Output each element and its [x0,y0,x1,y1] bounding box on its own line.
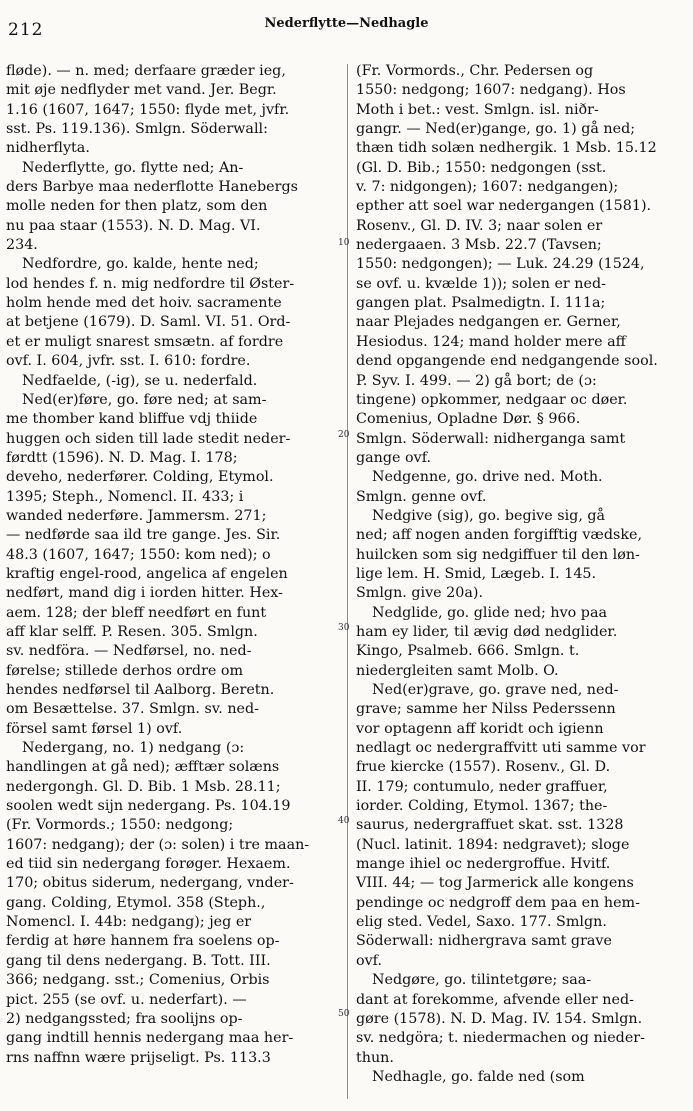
text-line: 366; nedgang. sst.; Comenius, Orbis [6,972,270,989]
left-column [6,62,336,1102]
line-number: 30 [338,623,350,633]
text-line: ferdig at høre hannem fra soelens op- [6,933,280,950]
text-line: naar Plejades nedgangen er. Gerner, [356,314,621,331]
text-line: nedergaaen. 3 Msb. 22.7 (Tavsen; [356,237,602,254]
text-line: VIII. 44; — tog Jarmerick alle kongens [356,875,634,892]
text-line: molle neden for then platz, som den [6,198,268,215]
text-line: aff klar selff. P. Resen. 305. Smlgn. [6,623,258,640]
text-line: 1550: nedgongen); — Luk. 24.29 (1524, [356,256,645,273]
text-line: tingene) opkommer, nedgaar oc døer. [356,391,628,408]
text-line: et er muligt snarest smsætn. af fordre [6,333,284,350]
text-line: mange ihiel oc nedergroffue. Hvitf. [356,856,611,873]
text-line: Ned(er)grave, go. grave ned, ned- [372,682,619,698]
text-line: 1607: nedgang); der (ɔ: solen) i tre maan- [6,836,310,853]
text-line: Nedhagle, go. falde ned (som [372,1068,585,1085]
text-line: 1.16 (1607, 1647; 1550: flyde met, jvfr. [6,101,290,118]
text-line: aem. 128; der bleff needført en funt [6,604,267,621]
text-line: sst. Ps. 119.136). Smlgn. Söderwall: [6,121,268,138]
text-line: nu paa staar (1553). N. D. Mag. VI. [6,217,261,234]
text-line: sv. nedföra. — Nedførsel, no. ned- [6,643,252,660]
text-line: gøre (1578). N. D. Mag. IV. 154. Smlgn. [356,1010,643,1027]
text-line: — nedførde saa ild tre gange. Jes. Sir. [6,527,281,544]
text-line: (Fr. Vormords.; 1550: nedgong; [6,817,234,834]
text-line: ham ey lider, til ævig død nedglider. [356,623,618,640]
text-line: Nederflytte, go. flytte ned; An- [22,159,244,176]
text-line: at betjene (1679). D. Saml. VI. 51. Ord- [6,314,291,331]
column-divider [347,64,348,1099]
text-line: lige lem. H. Smid, Lægeb. I. 145. [356,565,597,582]
text-line: Nomencl. I. 44b: nedgang); jeg er [6,914,252,931]
text-line: førelse; stillede derhos ordre om [6,662,244,679]
text-line: frue kiercke (1557). Rosenv., Gl. D. [356,759,611,776]
text-line: saurus, nedergraffuet skat. sst. 1328 [356,817,624,834]
text-line: wanded nederføre. Jammersm. 271; [6,507,267,524]
text-line: försel samt førsel 1) ovf. [6,720,183,737]
text-line: epther att soel war nedergangen (1581). [356,198,652,215]
text-line: sv. nedgöra; t. niedermachen og nieder- [356,1030,645,1047]
text-line: hendes nedførsel til Aalborg. Beretn. [6,682,275,698]
text-line: Comenius, Opladne Dør. § 966. [356,411,581,428]
text-line: dend opgangende end nedgangende sool. [356,353,658,370]
text-line: (Fr. Vormords., Chr. Pedersen og [356,63,594,79]
text-line: gangr. — Ned(er)gange, go. 1) gå ned; [356,121,636,138]
text-line: holm hende med det hoiv. sacramente [6,295,282,312]
text-line: v. 7: nidgongen); 1607: nedgangen); [356,179,619,196]
text-line: ed tiid sin nedergang forøger. Hexaem. [6,856,291,873]
text-line: dant at forekomme, afvende eller ned- [356,991,634,1008]
text-line: handlingen at gå ned); æfftær solæns [6,759,280,776]
text-line: lod hendes f. n. mig nedfordre til Øster- [6,275,295,292]
text-line: me thomber kand bliffue vdj thiide [6,411,258,428]
text-line: gang. Colding, Etymol. 358 (Steph., [6,894,266,911]
text-line: ovf. [356,952,383,969]
text-line: Moth i bet.: vest. Smlgn. isl. niðr- [356,101,599,118]
text-line: Nedfaelde, (-ig), se u. nederfald. [22,372,258,389]
text-line: Smlgn. give 20a). [356,585,484,602]
text-line: gang indtill hennis nedergang maa her- [6,1030,294,1047]
text-line: nedergongh. Gl. D. Bib. 1 Msb. 28.11; [6,778,281,795]
line-number: 40 [338,816,350,826]
text-line: nidherflyta. [6,140,90,157]
text-line: ders Barbye maa nederflotte Hanebergs [6,179,298,196]
text-line: om Besættelse. 37. Smlgn. sv. ned- [6,701,259,718]
text-line: rns naffnn wære prijseligt. Ps. 113.3 [6,1049,271,1066]
text-line: Nedergang, no. 1) nedgang (ɔ: [22,740,245,757]
text-line: grave; samme her Nilss Pederssenn [356,701,616,718]
line-number: 10 [338,238,350,248]
text-line: thun. [356,1049,394,1066]
text-line: P. Syv. I. 499. — 2) gå bort; de (ɔ: [356,372,597,389]
text-line: niedergleiten samt Molb. O. [356,662,559,679]
page-number: 212 [8,20,44,40]
text-line: Söderwall: nidhergrava samt grave [356,933,612,950]
text-line: huilcken som sig nedgiffuer til den løn- [356,546,640,563]
text-line: Nedgenne, go. drive ned. Moth. [372,469,603,486]
text-line: nedført, mand dig i iorden hitter. Hex- [6,585,283,602]
text-line: gange ovf. [356,449,432,466]
text-line: pict. 255 (se ovf. u. nederfart). — [6,991,247,1008]
text-line: ned; aff nogen anden forgifftig vædske, [356,527,642,544]
running-head: Nederflytte—Nedhagle [264,16,429,31]
text-line: gangen plat. Psalmedigtn. I. 111a; [356,295,606,312]
text-line: soolen wedt sijn nedergang. Ps. 104.19 [6,798,291,815]
text-line: 1395; Steph., Nomencl. II. 433; i [6,488,244,505]
text-line: deveho, nederfører. Colding, Etymol. [6,469,274,486]
text-line: 2) nedgangssted; fra soolijns op- [6,1010,243,1027]
text-line: ovf. I. 604, jvfr. sst. I. 610: fordre. [6,353,251,370]
text-line: Kingo, Psalmeb. 666. Smlgn. t. [356,643,580,660]
text-line: førdtt (1596). N. D. Mag. I. 178; [6,449,238,466]
text-line: 170; obitus siderum, nedergang, vnder- [6,875,294,892]
text-line: fløde). — n. med; derfaare græder ieg, [6,63,286,79]
text-line: II. 179; contumulo, neder graffuer, [356,778,608,795]
text-line: gang til dens nedergang. B. Tott. III. [6,952,271,969]
text-line: (Gl. D. Bib.; 1550: nedgongen (sst. [356,159,607,176]
text-line: mit øje nedflyder met vand. Jer. Begr. [6,82,277,99]
text-line: Nedgive (sig), go. begive sig, gå [372,507,606,524]
text-line: huggen och siden till lade stedit neder- [6,430,291,447]
text-line: Nedfordre, go. kalde, hente ned; [22,256,259,273]
text-line: Smlgn. genne ovf. [356,488,487,505]
text-line: se ovf. u. kvælde 1)); solen er ned- [356,275,606,292]
text-line: Nedgøre, go. tilintetgøre; saa- [372,972,592,989]
text-line: thæn tidh solæn nedhergik. 1 Msb. 15.12 [356,140,657,157]
right-column [356,62,682,1102]
text-line: (Nucl. latinit. 1894: nedgravet); sloge [356,836,630,853]
line-number: 20 [338,430,350,440]
text-line: Hesiodus. 124; mand holder mere aff [356,333,626,350]
text-line: Nedglide, go. glide ned; hvo paa [372,604,607,621]
text-line: 1550: nedgong; 1607: nedgang). Hos [356,82,626,99]
text-line: elig sted. Vedel, Saxo. 177. Smlgn. [356,914,607,931]
text-line: 234. [6,237,38,254]
text-line: 48.3 (1607, 1647; 1550: kom ned); o [6,546,271,563]
text-line: iorder. Colding, Etymol. 1367; the- [356,798,608,815]
text-line: Rosenv., Gl. D. IV. 3; naar solen er [356,217,603,234]
page-header [0,0,693,56]
text-line: pendinge oc nedgroff dem paa en hem- [356,894,640,911]
text-line: kraftig engel-rood, angelica af engelen [6,565,288,582]
line-number: 50 [338,1009,350,1019]
text-line: nedlagt oc nedergraffvitt uti samme vor [356,740,646,757]
text-line: Ned(er)føre, go. føre ned; at sam- [22,391,267,408]
text-line: vor optagenn aff koridt och igienn [356,720,604,737]
text-line: Smlgn. Söderwall: nidherganga samt [356,430,626,447]
